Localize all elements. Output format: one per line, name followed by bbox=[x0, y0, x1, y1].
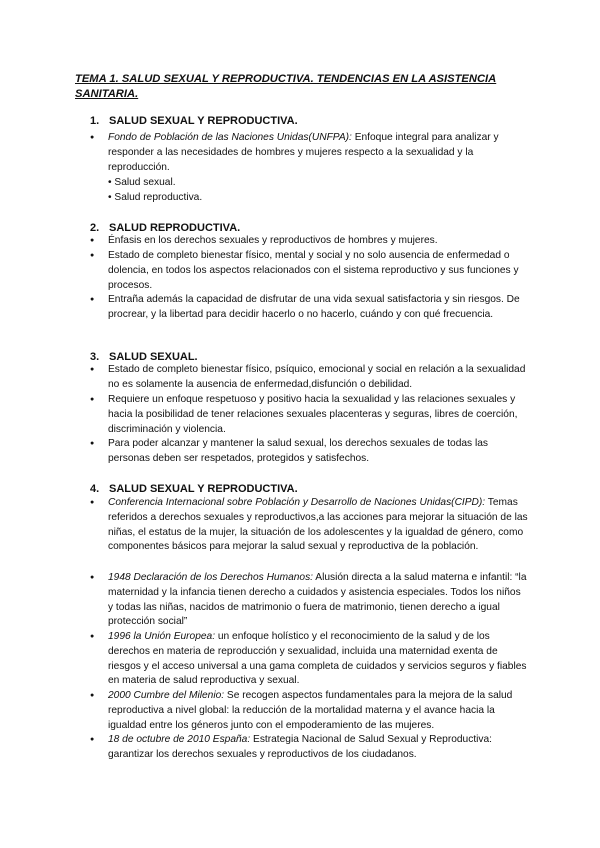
sub-item: • Salud sexual. bbox=[108, 177, 176, 188]
page-title: TEMA 1. SALUD SEXUAL Y REPRODUCTIVA. TENDENCIAS EN LA ASISTENCIA SANITARIA. bbox=[75, 73, 497, 100]
section-title: SALUD SEXUAL. bbox=[109, 351, 198, 363]
item-text: Requiere un enfoque respetuoso y positivo hacia la sexualidad y las relaciones sexuales y hacia la posibilidad de tener relaciones sexuales placenteras y seguras, libres de coerción, discriminación y violencia. bbox=[108, 394, 518, 435]
item-lead: Fondo de Población de las Naciones Unidas(UNFPA): bbox=[108, 132, 352, 143]
item-lead: Conferencia Internacional sobre Población y Desarrollo de Naciones Unidas(CIPD): bbox=[108, 497, 486, 508]
section-heading bbox=[90, 350, 198, 364]
section-title: SALUD SEXUAL Y REPRODUCTIVA. bbox=[109, 483, 298, 495]
bullet-icon: ● bbox=[90, 633, 95, 640]
item-text: Se recogen aspectos fundamentales para la mejora de la salud reproductiva a nivel global: la reducción de la mortalidad materna y el avance hacia la igualdad entre los géneros junto con el empoderamiento de las mujeres. bbox=[108, 690, 513, 731]
bullet-icon: ● bbox=[90, 134, 95, 141]
section-title: SALUD REPRODUCTIVA. bbox=[109, 222, 241, 234]
item-text: Estrategia Nacional de Salud Sexual y Reproductiva: garantizar los derechos sexuales y reproductivos de los ciudadanos. bbox=[108, 734, 492, 760]
sub-item: • Salud reproductiva. bbox=[108, 192, 203, 203]
bullet-icon: ● bbox=[90, 736, 95, 743]
bullet-icon: ● bbox=[90, 366, 95, 373]
item-lead: 1948 Declaración de los Derechos Humanos: bbox=[108, 572, 313, 583]
bullet-icon: ● bbox=[90, 296, 95, 303]
item-text: Estado de completo bienestar físico, mental y social y no solo ausencia de enfermedad o dolencia, en todos los aspectos relacionados con el sistema reproductivo y sus funciones y procesos. bbox=[108, 250, 519, 291]
bullet-icon: ● bbox=[90, 252, 95, 259]
bullet-icon: ● bbox=[90, 499, 95, 506]
bullet-icon: ● bbox=[90, 237, 95, 244]
item-text: un enfoque holístico y el reconocimiento de la salud y de los derechos en materia de reproducción y sexualidad, incluida una maternidad exenta de riesgos y el acceso universal a una gama completa de cuidados y servicios seguros y fiables en materia de salud reproductiva y sexual. bbox=[108, 631, 527, 687]
item-lead: 2000 Cumbre del Milenio: bbox=[108, 690, 225, 701]
section-number: 2. bbox=[90, 222, 100, 234]
item-text: Para poder alcanzar y mantener la salud sexual, los derechos sexuales de todas las personas deben ser respetados, protegidos y satisfechos. bbox=[108, 438, 488, 464]
bullet-icon: ● bbox=[90, 396, 95, 403]
item-text: Entraña además la capacidad de disfrutar de una vida sexual satisfactoria y sin riesgos. De procrear, y la libertad para decidir hacerlo o no hacerlo, cuándo y con qué frecuencia. bbox=[108, 294, 520, 320]
item-text: Estado de completo bienestar físico, psíquico, emocional y social en relación a la sexualidad no es solamente la ausencia de enfermedad,disfunción o debilidad. bbox=[108, 364, 526, 390]
item-text: Temas referidos a derechos sexuales y reproductivos,a las acciones para mejorar la situación de las niñas, el estatus de la mujer, la situación de los adolescentes y la igualdad de género, como componentes básicos para mejorar la salud sexual y reproductiva de la población. bbox=[108, 497, 528, 553]
section-number: 3. bbox=[90, 351, 100, 363]
item-lead: 18 de octubre de 2010 España: bbox=[108, 734, 251, 745]
bullet-icon: ● bbox=[90, 574, 95, 581]
item-text: Enfoque integral para analizar y responder a las necesidades de hombres y mujeres respecto a la sexualidad y la reproducción. bbox=[108, 132, 499, 173]
section-heading bbox=[90, 221, 240, 235]
section-heading bbox=[90, 482, 298, 496]
bullet-icon: ● bbox=[90, 440, 95, 447]
section-number: 1. bbox=[90, 115, 100, 127]
section-title: SALUD SEXUAL Y REPRODUCTIVA. bbox=[109, 115, 298, 127]
section-heading bbox=[90, 114, 298, 128]
item-lead: 1996 la Unión Europea: bbox=[108, 631, 216, 642]
item-text: Énfasis en los derechos sexuales y reproductivos de hombres y mujeres. bbox=[108, 235, 438, 246]
bullet-icon: ● bbox=[90, 692, 95, 699]
item-text: Alusión directa a la salud materna e infantil: “la maternidad y la infancia tienen derecho a cuidados y asistencia especiales. Todos los niños y todas las niñas, nacidos de matrimonio o fuera de matrimonio, tienen derecho a igual protección social” bbox=[108, 572, 527, 628]
section-number: 4. bbox=[90, 483, 100, 495]
